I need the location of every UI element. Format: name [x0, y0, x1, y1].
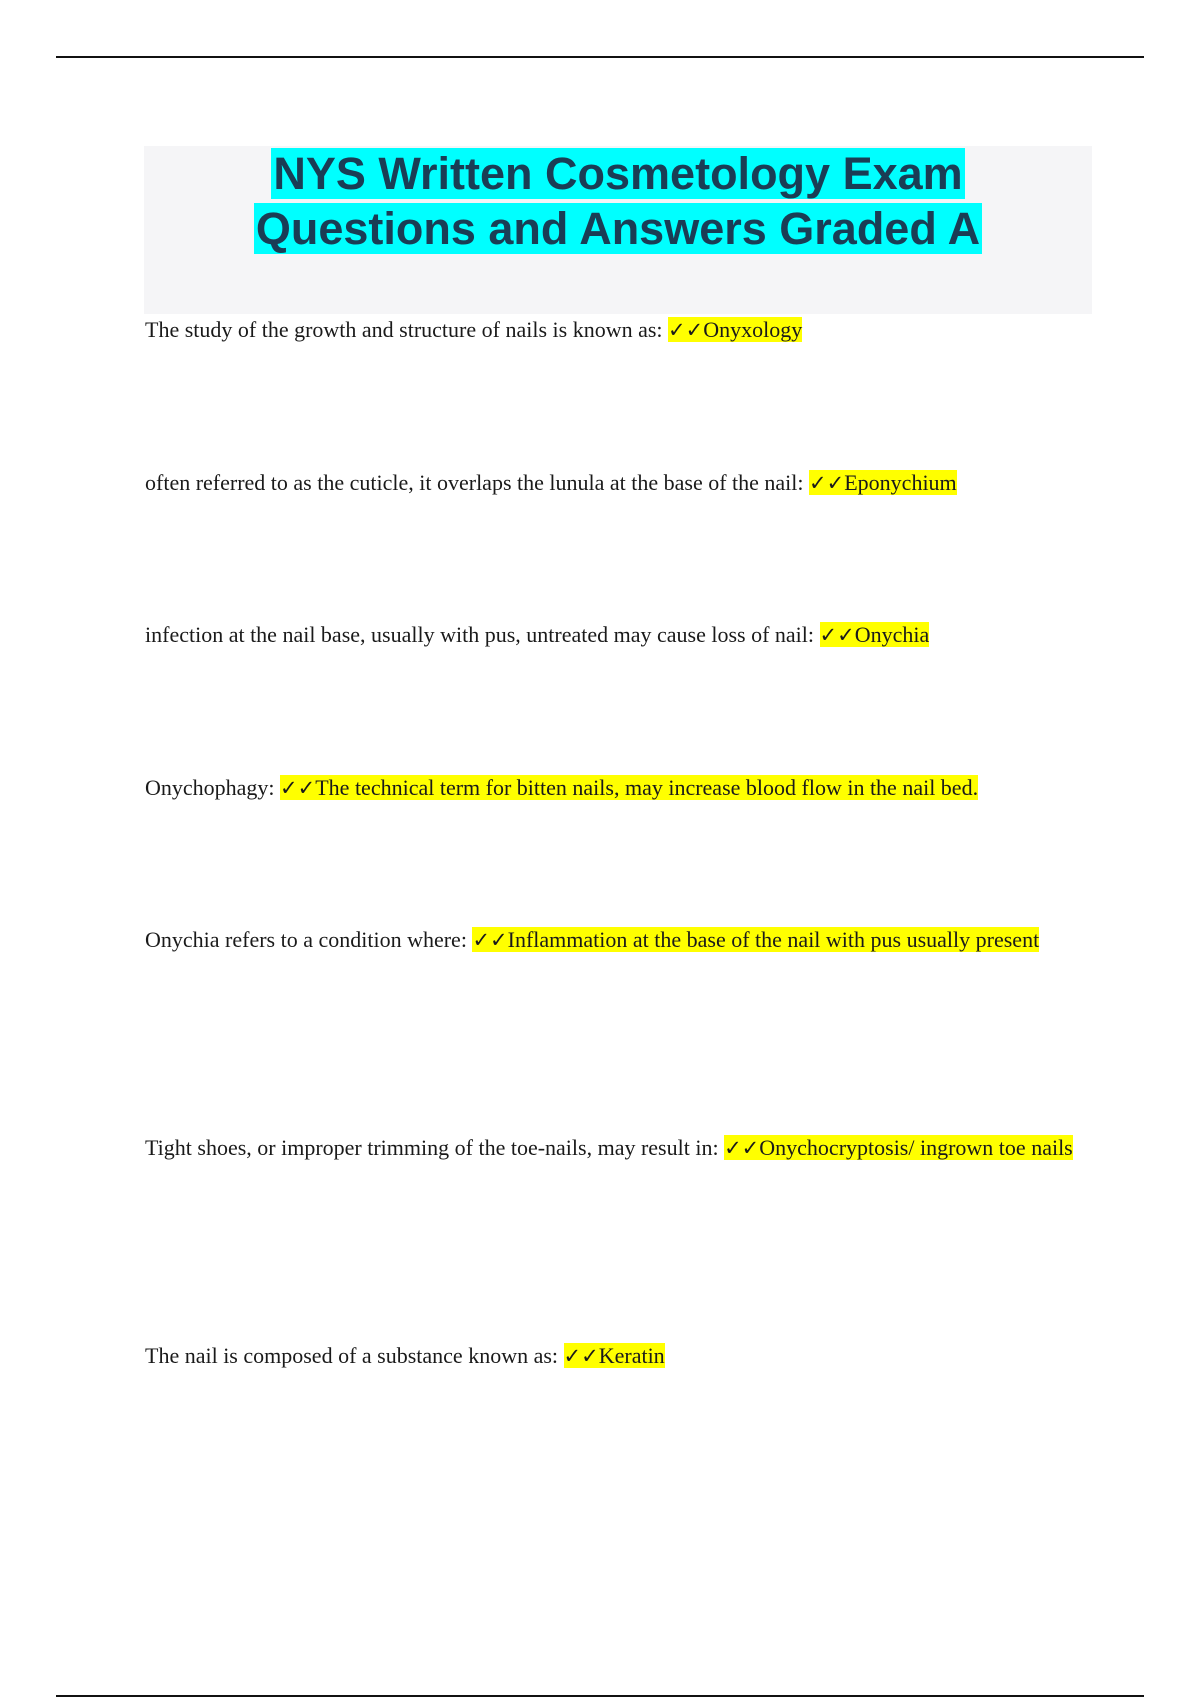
answer-highlight [668, 317, 802, 342]
qa-item-1 [145, 299, 1090, 361]
question-text: infection at the nail base, usually with pus, untreated may cause loss of nail: [145, 622, 820, 647]
answer-highlight [564, 1343, 665, 1368]
qa-item-5 [145, 909, 1090, 971]
answer-text: Eponychium [844, 470, 957, 495]
footer-rule [56, 1695, 1144, 1697]
double-check-icon: ✓✓ [809, 471, 845, 495]
title-banner [144, 146, 1092, 314]
question-text: Onychophagy: [145, 775, 281, 800]
qa-item-6 [145, 1117, 1090, 1179]
double-check-icon: ✓✓ [563, 1344, 599, 1368]
answer-text: Inflammation at the base of the nail with pus usually present [507, 927, 1040, 952]
answer-highlight [724, 1135, 1073, 1160]
qa-item-7 [145, 1325, 1090, 1387]
answer-highlight [280, 775, 978, 800]
header-rule [56, 56, 1144, 58]
answer-highlight [809, 470, 957, 495]
answer-text: The technical term for bitten nails, may increase blood flow in the nail bed. [315, 775, 979, 800]
answer-text: Onychia [854, 622, 930, 647]
qa-item-4 [145, 757, 1090, 819]
answer-text: Onychocryptosis/ ingrown toe nails [759, 1135, 1073, 1160]
answer-highlight [472, 927, 1039, 952]
double-check-icon: ✓✓ [280, 776, 316, 800]
question-text: The study of the growth and structure of nails is known as: [145, 317, 669, 342]
title-line-1: NYS Written Cosmetology Exam [273, 148, 963, 199]
answer-text: Onyxology [703, 317, 803, 342]
double-check-icon: ✓✓ [724, 1136, 760, 1160]
answer-text: Keratin [598, 1343, 665, 1368]
qa-item-2 [145, 452, 1090, 514]
document-title [144, 146, 1092, 256]
question-text: Onychia refers to a condition where: [145, 927, 473, 952]
question-text: often referred to as the cuticle, it overlaps the lunula at the base of the nail: [145, 470, 810, 495]
double-check-icon: ✓✓ [668, 318, 704, 342]
double-check-icon: ✓✓ [819, 623, 855, 647]
answer-highlight [820, 622, 930, 647]
question-text: The nail is composed of a substance known as: [145, 1343, 564, 1368]
qa-item-3 [145, 604, 1090, 666]
question-text: Tight shoes, or improper trimming of the toe-nails, may result in: [145, 1135, 725, 1160]
title-line-2: Questions and Answers Graded A [255, 203, 981, 254]
double-check-icon: ✓✓ [472, 928, 508, 952]
